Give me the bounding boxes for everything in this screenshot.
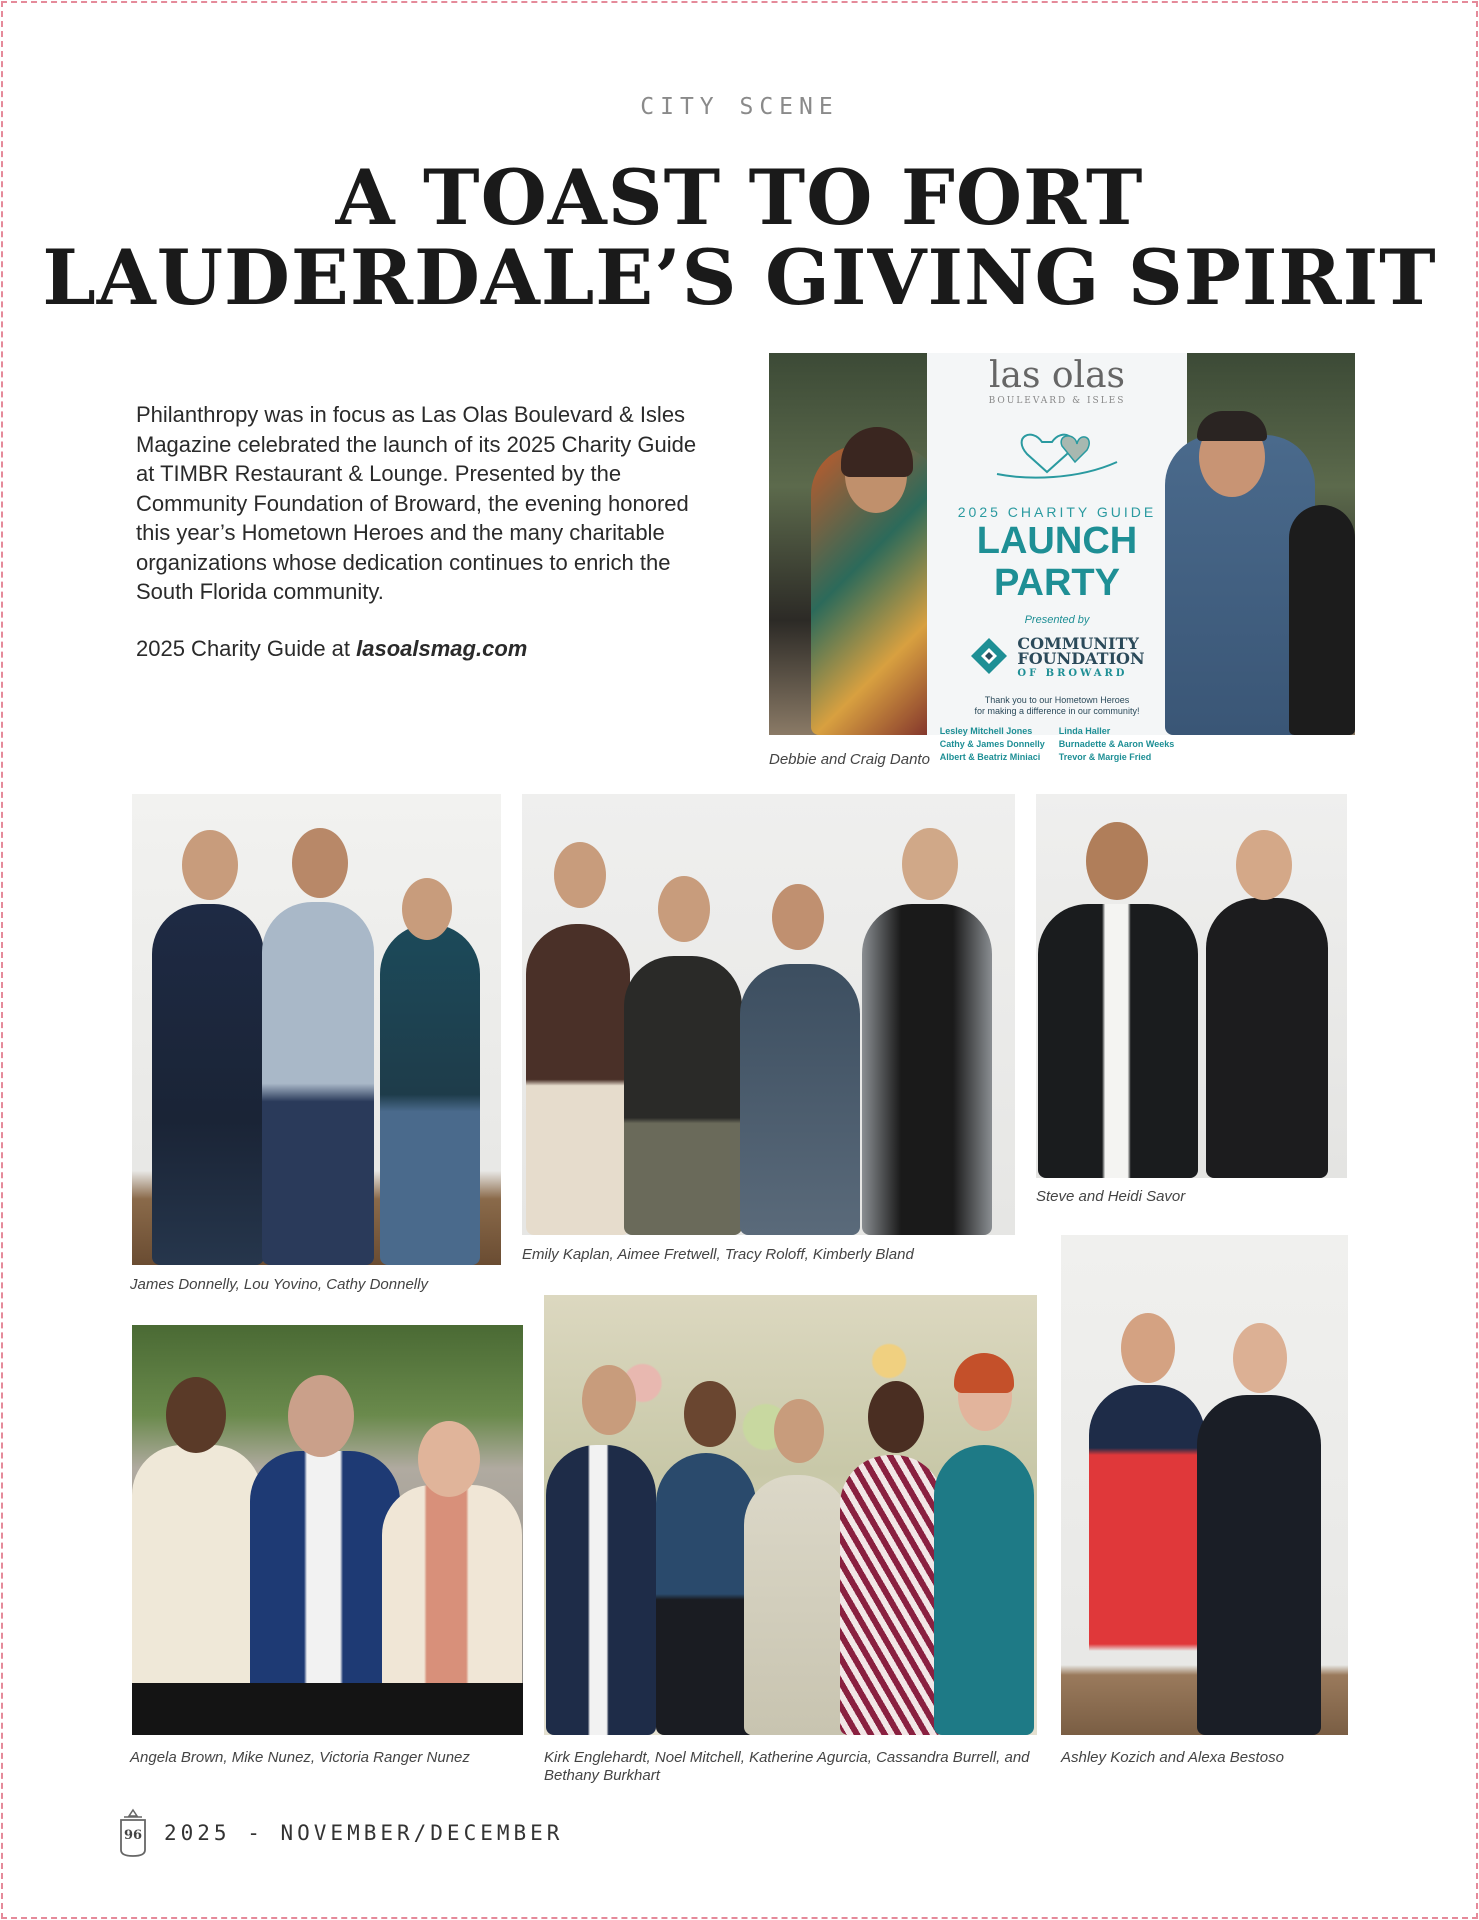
page-folio bbox=[116, 1808, 563, 1858]
banner-launch: LAUNCH PARTY bbox=[976, 520, 1138, 604]
caption-photo-2: James Donnelly, Lou Yovino, Cathy Donnelly bbox=[130, 1276, 428, 1293]
banner-thanks-2: for making a difference in our community! bbox=[974, 706, 1140, 716]
website-link[interactable]: lasoalsmag.com bbox=[356, 636, 528, 661]
foundation-logo-icon bbox=[969, 636, 1009, 676]
banner-name: Albert & Beatriz Miniaci bbox=[939, 752, 1041, 762]
launch-party-banner bbox=[927, 353, 1187, 762]
charity-guide-line bbox=[136, 636, 716, 662]
banner-brand: las olas bbox=[988, 355, 1126, 396]
page-number-badge bbox=[116, 1808, 150, 1858]
banner-foundation-3: OF BROWARD bbox=[1017, 668, 1128, 679]
banner-name: Trevor & Margie Fried bbox=[1058, 752, 1152, 762]
headline-line-2: LAUDERDALE’S GIVING SPIRIT bbox=[42, 233, 1437, 322]
caption-photo-5: Angela Brown, Mike Nunez, Victoria Ranger Nunez bbox=[130, 1749, 470, 1766]
banner-presented: Presented by bbox=[1024, 614, 1090, 626]
caption-photo-7: Ashley Kozich and Alexa Bestoso bbox=[1061, 1749, 1284, 1766]
photo-kozich-bestoso bbox=[1061, 1235, 1348, 1735]
headline-line-1: A TOAST TO FORT bbox=[335, 153, 1144, 242]
banner-guide: 2025 CHARITY GUIDE bbox=[957, 504, 1157, 520]
banner-thanks-1: Thank you to our Hometown Heroes bbox=[984, 695, 1130, 705]
banner-name: Lesley Mitchell Jones bbox=[939, 726, 1033, 736]
heart-hand-icon bbox=[927, 422, 1187, 482]
caption-photo-3: Emily Kaplan, Aimee Fretwell, Tracy Roloff, Kimberly Bland bbox=[522, 1246, 914, 1263]
banner-name: Cathy & James Donnelly bbox=[939, 739, 1045, 749]
banner-foundation-2: FOUNDATION bbox=[1017, 649, 1145, 668]
photo-steve-heidi-savor bbox=[1036, 794, 1347, 1178]
caption-photo-4: Steve and Heidi Savor bbox=[1036, 1188, 1186, 1205]
page-number: 96 bbox=[123, 1828, 143, 1843]
photo-englehardt-mitchell-agurcia-burrell-burkhart bbox=[544, 1295, 1037, 1735]
caption-photo-6: Kirk Englehardt, Noel Mitchell, Katherine Agurcia, Cassandra Burrell, and Bethany Burkhart bbox=[544, 1749, 1030, 1784]
photo-kaplan-fretwell-roloff-bland bbox=[522, 794, 1015, 1235]
charity-guide-prefix: 2025 Charity Guide at bbox=[136, 636, 357, 661]
issue-date: 2025 - NOVEMBER/DECEMBER bbox=[164, 1821, 564, 1845]
photo-brown-nunez bbox=[132, 1325, 523, 1735]
banner-name: Burnadette & Aaron Weeks bbox=[1058, 739, 1175, 749]
banner-foundation-1: COMMUNITY bbox=[1017, 634, 1139, 653]
photo-donnelly-yovino bbox=[132, 794, 501, 1265]
intro-paragraph: Philanthropy was in focus as Las Olas Boulevard & Isles Magazine celebrated the launch of its 2025 Charity Guide at TIMBR Restaurant & Lounge. Presented by the Community Foundation of Broward, the evening honored this year’s Hometown Heroes and the many charitable organizations whose dedication continues to enrich the South Florida community. bbox=[136, 402, 697, 604]
banner-brand-sub: BOULEVARD & ISLES bbox=[988, 396, 1126, 406]
caption-photo-1: Debbie and Craig Danto bbox=[769, 751, 930, 768]
banner-name: Linda Haller bbox=[1058, 726, 1111, 736]
headline bbox=[0, 153, 1479, 322]
section-label: CITY SCENE bbox=[640, 94, 839, 120]
